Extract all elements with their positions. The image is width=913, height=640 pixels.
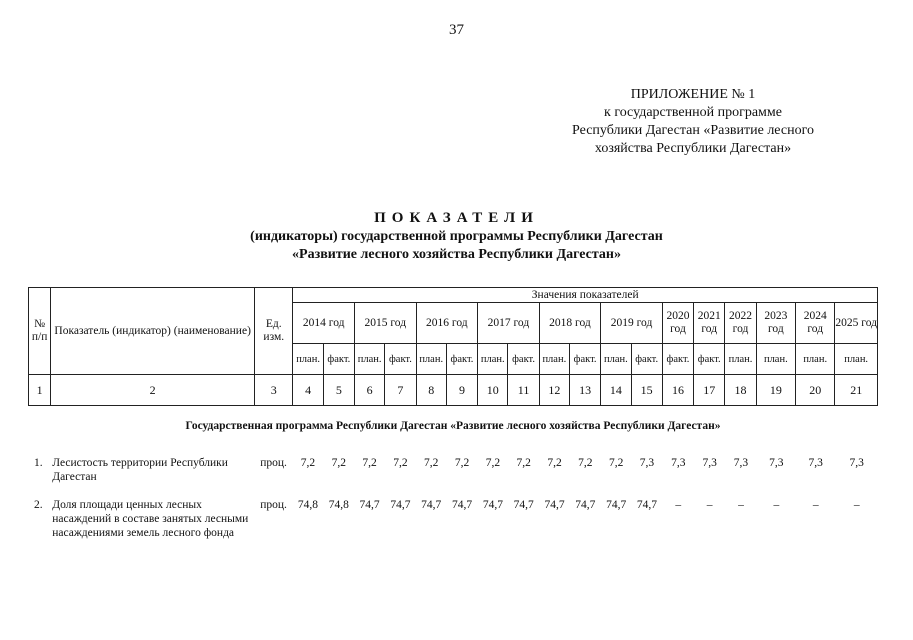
row-value: 74,7 (390, 499, 411, 511)
row-value: 7,2 (331, 457, 346, 469)
row-value: 7,2 (424, 457, 439, 469)
header-plan-fact: план. (416, 344, 446, 375)
header-column-number: 12 (539, 375, 569, 406)
appendix-line-4: хозяйства Республики Дагестан» (594, 141, 792, 156)
row-value: 7,3 (808, 457, 823, 469)
header-year: 2023 год (756, 303, 795, 344)
row-value: 74,7 (359, 499, 380, 511)
header-column-number: 18 (725, 375, 756, 406)
header-plan-fact: факт. (446, 344, 477, 375)
row-value: – (706, 499, 713, 511)
header-column-number: 11 (508, 375, 539, 406)
header-year: 2017 год (478, 303, 540, 344)
header-year: 2022 год (725, 303, 756, 344)
header-plan-fact: факт. (662, 344, 693, 375)
row-value: 74,7 (636, 499, 658, 511)
header-plan-fact: план. (835, 344, 878, 375)
header-column-number: 6 (355, 375, 385, 406)
header-plan-fact: план. (725, 344, 756, 375)
header-values: Значения показателей (293, 288, 878, 303)
row-value: 74,7 (513, 499, 534, 511)
row-value: 7,3 (671, 457, 686, 469)
row-value: 74,7 (451, 499, 473, 511)
header-year: 2025 год (835, 303, 878, 344)
row-value: 7,2 (362, 457, 377, 469)
row-value: – (853, 499, 860, 511)
row-value: 7,2 (608, 457, 624, 469)
header-column-number: 5 (323, 375, 354, 406)
header-column-number: 13 (569, 375, 600, 406)
header-year: 2014 год (293, 303, 355, 344)
header-column-number: 16 (662, 375, 693, 406)
row-value: 74,8 (328, 499, 349, 511)
indicator-row (28, 498, 878, 540)
row-unit: проц. (260, 499, 287, 511)
title-line-3: «Развитие лесного хозяйства Республики Дагестан» (292, 247, 621, 262)
header-year: 2015 год (355, 303, 417, 344)
header-year: 2019 год (601, 303, 663, 344)
header-plan-fact: факт. (631, 344, 662, 375)
header-indicator-name: Показатель (индикатор) (наименование) (51, 288, 255, 375)
header-column-number: 3 (255, 375, 293, 406)
header-plan-fact: план. (355, 344, 385, 375)
header-column-number: 9 (446, 375, 477, 406)
header-column-number: 20 (796, 375, 835, 406)
header-year: 2020 год (662, 303, 693, 344)
row-unit: проц. (260, 457, 287, 469)
header-unit: Ед. изм. (255, 288, 293, 375)
header-column-number: 10 (478, 375, 508, 406)
header-column-number: 1 (29, 375, 51, 406)
row-value: 7,2 (454, 457, 470, 469)
row-number: 2. (34, 499, 43, 511)
title-main: ПОКАЗАТЕЛИ (374, 210, 539, 226)
header-column-number: 7 (385, 375, 416, 406)
row-value: – (773, 499, 780, 511)
header-plan-fact: план. (478, 344, 508, 375)
header-plan-fact: план. (601, 344, 631, 375)
document-title (0, 208, 913, 264)
row-number: 1. (34, 457, 43, 469)
row-indicator-name: Доля площади ценных лесных насаждений в составе занятых лесными насаждениями земель лесного фонда (52, 499, 249, 539)
row-value: 7,2 (393, 457, 408, 469)
row-value: – (812, 499, 819, 511)
header-plan-fact: факт. (323, 344, 354, 375)
row-value: – (675, 499, 682, 511)
header-plan-fact: план. (756, 344, 795, 375)
header-plan-fact: план. (796, 344, 835, 375)
indicators-header-table (28, 287, 878, 406)
header-column-number: 21 (835, 375, 878, 406)
row-value: 74,7 (575, 499, 596, 511)
header-plan-fact: факт. (569, 344, 600, 375)
row-value: – (738, 499, 744, 511)
row-value: 7,2 (300, 457, 316, 469)
header-year: 2024 год (796, 303, 835, 344)
header-column-number: 4 (293, 375, 323, 406)
page-number: 37 (449, 22, 464, 38)
header-column-number: 17 (694, 375, 725, 406)
row-value: 7,2 (578, 457, 593, 469)
section-title: Государственная программа Республики Дагестан «Развитие лесного хозяйства Республики Дагестан» (185, 420, 721, 432)
row-value: 7,2 (547, 457, 562, 469)
row-value: 7,3 (639, 457, 655, 469)
header-year: 2018 год (539, 303, 601, 344)
row-value: 7,2 (516, 457, 531, 469)
header-plan-fact: план. (293, 344, 323, 375)
header-year: 2021 год (694, 303, 725, 344)
row-value: 74,7 (421, 499, 442, 511)
row-value: 74,7 (606, 499, 627, 511)
appendix-line-1: ПРИЛОЖЕНИЕ № 1 (630, 87, 756, 102)
header-num: № п/п (29, 288, 51, 375)
indicator-row (28, 456, 878, 484)
row-value: 7,3 (733, 457, 749, 469)
row-value: 7,3 (769, 457, 784, 469)
header-year: 2016 год (416, 303, 478, 344)
header-plan-fact: факт. (385, 344, 416, 375)
appendix-line-3: Республики Дагестан «Развитие лесного (572, 123, 814, 138)
header-column-number: 14 (601, 375, 631, 406)
header-plan-fact: факт. (694, 344, 725, 375)
row-indicator-name: Лесистость территории Республики Дагестан (52, 457, 228, 483)
header-column-number: 19 (756, 375, 795, 406)
row-value: 7,3 (849, 457, 864, 469)
header-plan-fact: план. (539, 344, 569, 375)
indicators-data-table (28, 456, 878, 540)
row-value: 74,7 (482, 499, 503, 511)
header-plan-fact: факт. (508, 344, 539, 375)
header-column-number: 2 (51, 375, 255, 406)
row-value: 7,2 (485, 457, 501, 469)
header-column-number: 15 (631, 375, 662, 406)
appendix-block (533, 86, 853, 158)
row-value: 7,3 (702, 457, 717, 469)
row-value: 74,8 (297, 499, 319, 511)
header-column-number: 8 (416, 375, 446, 406)
title-line-2: (индикаторы) государственной программы Республики Дагестан (250, 229, 663, 244)
row-value: 74,7 (544, 499, 565, 511)
appendix-line-2: к государственной программе (604, 105, 782, 120)
